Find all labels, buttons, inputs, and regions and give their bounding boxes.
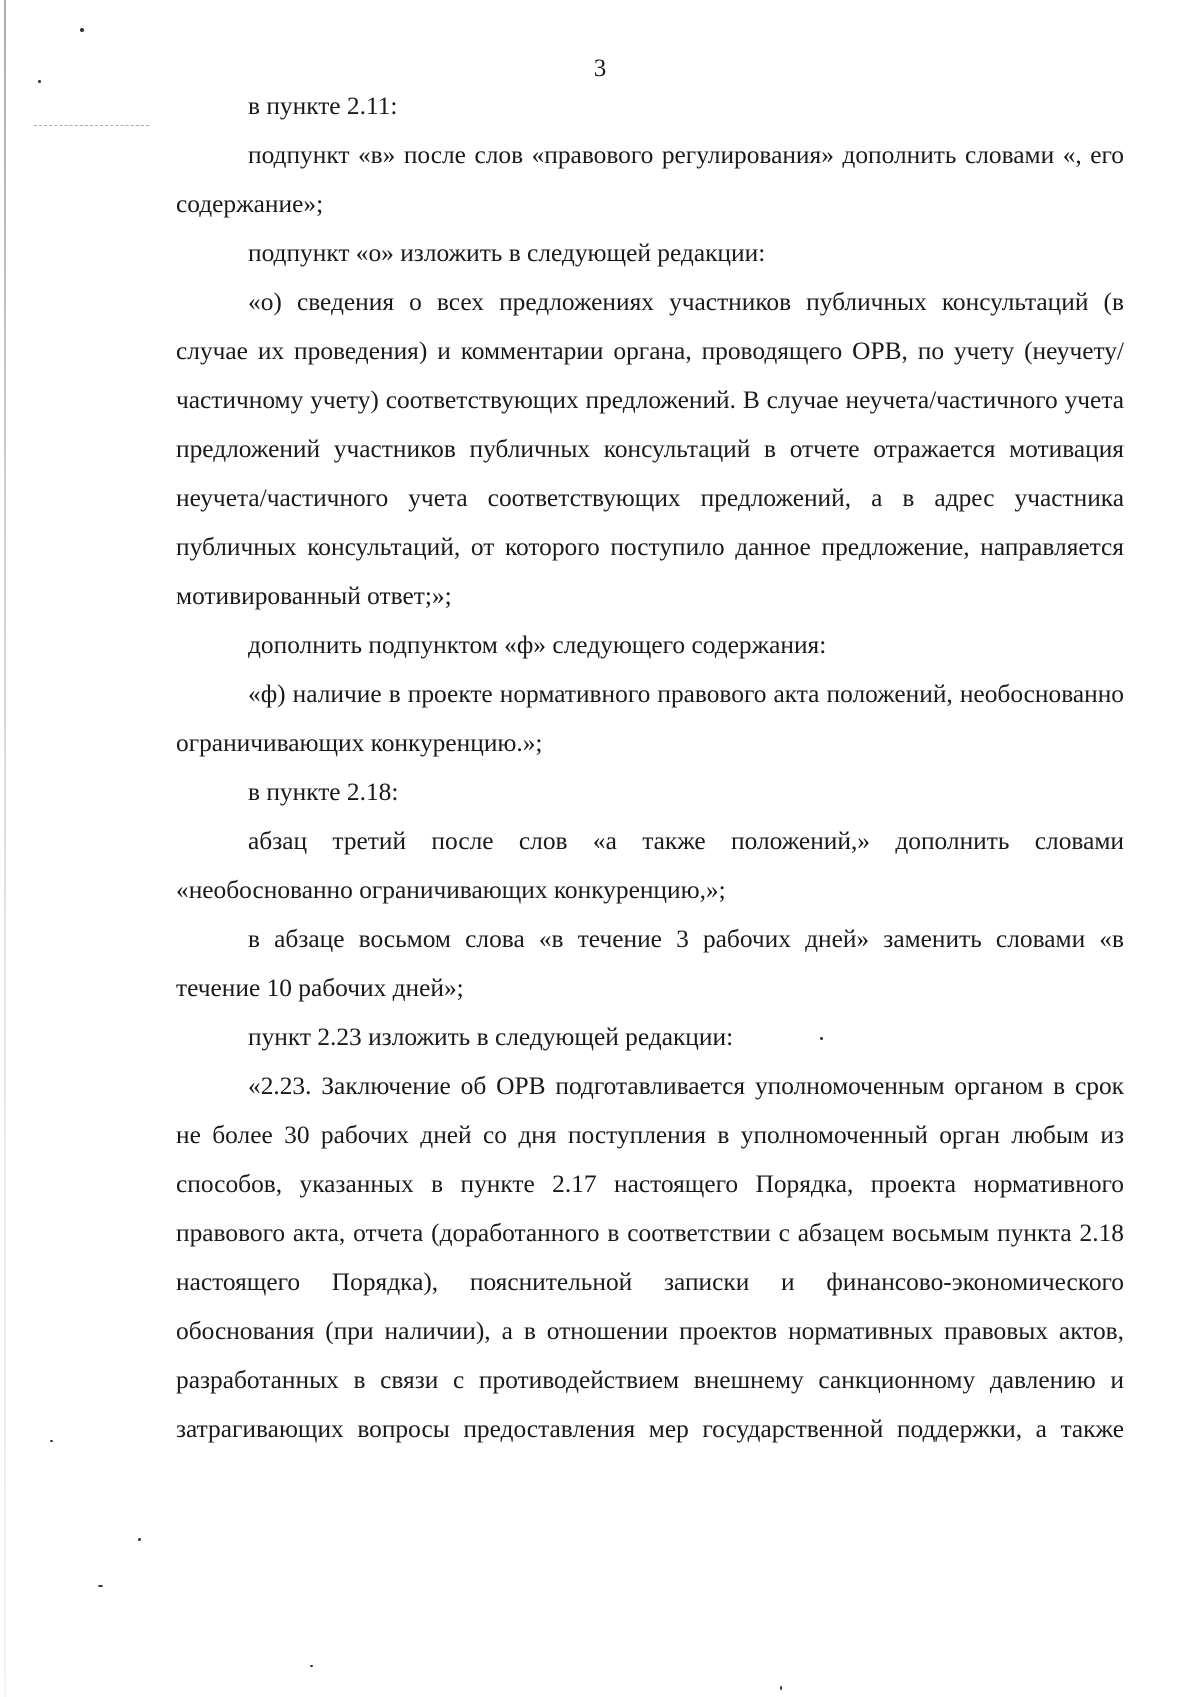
scan-speck xyxy=(780,1686,782,1690)
scan-speck xyxy=(50,1440,53,1442)
scan-dash-row xyxy=(34,125,149,126)
scan-edge-line xyxy=(4,0,6,1697)
paragraph: абзац третий после слов «а также положений,» дополнить словами «необоснованно ограничивающих конкуренцию,»; xyxy=(176,827,1124,904)
scan-speck xyxy=(80,28,84,32)
scan-speck xyxy=(138,1538,141,1541)
paragraph: в пункте 2.11: xyxy=(248,92,398,120)
scan-speck xyxy=(98,1585,103,1587)
paragraph: в пункте 2.18: xyxy=(248,778,399,806)
scan-speck xyxy=(310,1665,313,1667)
paragraph: подпункт «в» после слов «правового регулирования» дополнить словами «, его содержание»; xyxy=(176,141,1124,218)
page-number: 3 xyxy=(593,55,607,82)
paragraph: «2.23. Заключение об ОРВ подготавливается уполномоченным органом в срок не более 30 рабочих дней со дня поступления в уполномоченный орган любым из способов, указанных в пункте 2.17 настоящего Порядка, проекта нормативного правового акта, отчета (доработанного в соответствии с абзацем восьмым пункта 2.18 настоящего Порядка), пояснительной записки и финансово-экономического обоснования (при наличии), а в отношении проектов нормативных правовых актов, разработанных в связи с противодействием внешнему санкционному давлению и затрагивающих вопросы предоставления мер государственной поддержки, а также xyxy=(176,1072,1124,1443)
paragraph: подпункт «о» изложить в следующей редакции: xyxy=(248,239,766,267)
paragraph: «о) сведения о всех предложениях участников публичных консультаций (в случае их проведения) и комментарии органа, проводящего ОРВ, по учету (неучету/частичному учету) соответствующих предложений. В случае неучета/частичного учета предложений участников публичных консультаций в отчете отражается мотивация неучета/частичного учета соответствующих предложений, а в адрес участника публичных консультаций, от которого поступило данное предложение, направляется мотивированный ответ;»; xyxy=(176,288,1124,610)
paragraph: пункт 2.23 изложить в следующей редакции: xyxy=(248,1023,734,1051)
paragraph: дополнить подпунктом «ф» следующего содержания: xyxy=(248,631,827,659)
paragraph: в абзаце восьмом слова «в течение 3 рабочих дней» заменить словами «в течение 10 рабочих дней»; xyxy=(176,925,1124,1002)
paragraph: «ф) наличие в проекте нормативного правового акта положений, необоснованно ограничивающих конкуренцию.»; xyxy=(176,680,1124,757)
document-body xyxy=(176,82,1124,1454)
